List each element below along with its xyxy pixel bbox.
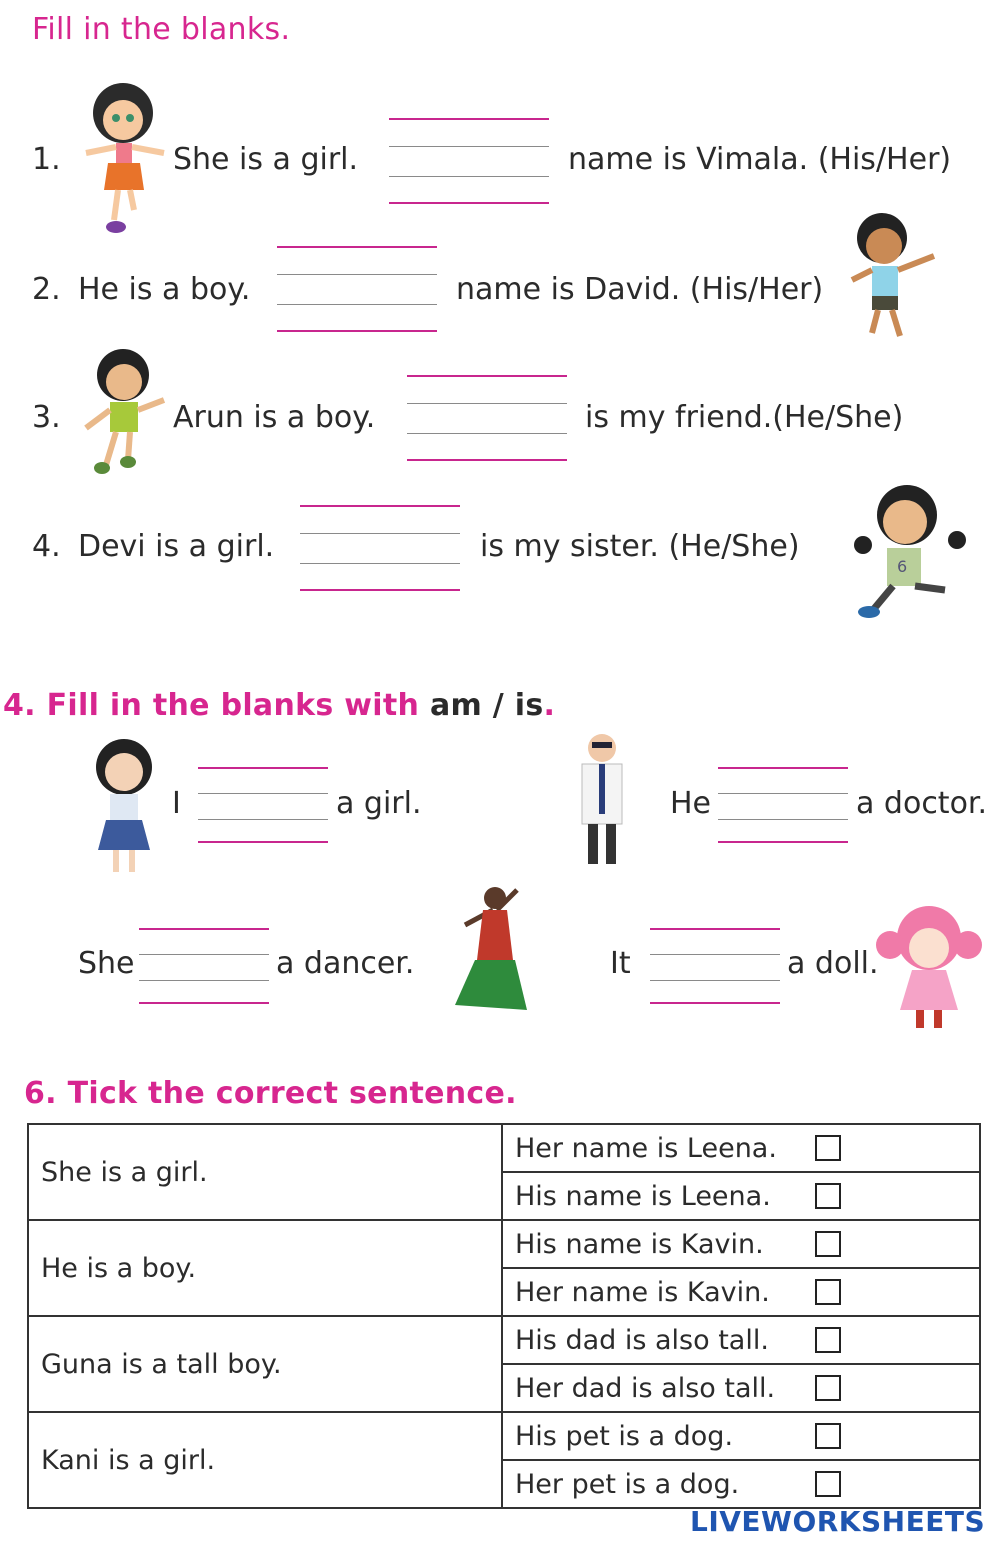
section-2-heading-suffix: .	[543, 688, 556, 723]
tick-option-label: Her name is Kavin.	[515, 1276, 770, 1308]
tick-checkbox[interactable]	[815, 1183, 841, 1209]
tick-question-3: Guna is a tall boy.	[28, 1316, 502, 1412]
section-2-heading-prefix: 4. Fill in the blanks with	[3, 688, 430, 723]
tick-question-4: Kani is a girl.	[28, 1412, 502, 1508]
tick-option-label: His dad is also tall.	[515, 1324, 769, 1356]
tick-checkbox[interactable]	[815, 1279, 841, 1305]
tick-option-label: Her pet is a dog.	[515, 1468, 740, 1500]
tick-checkbox[interactable]	[815, 1471, 841, 1497]
am-is-blank-3[interactable]	[139, 928, 269, 1004]
am-is-blank-2[interactable]	[718, 767, 848, 843]
am-is-input-3[interactable]	[139, 946, 269, 986]
answer-input-4[interactable]	[300, 527, 460, 567]
schoolgirl-illustration	[84, 732, 164, 882]
tick-question-2: He is a boy.	[28, 1220, 502, 1316]
section-2-heading	[3, 688, 555, 723]
am-is-blank-4[interactable]	[650, 928, 780, 1004]
table-row	[28, 1124, 980, 1172]
question-4-after: is my sister. (He/She)	[480, 529, 800, 564]
tick-option	[502, 1412, 980, 1460]
am-is-2-after: a doctor.	[856, 786, 988, 821]
doctor-illustration	[570, 730, 635, 872]
dancer-illustration	[445, 880, 535, 1030]
tick-option-label: His name is Kavin.	[515, 1228, 764, 1260]
section-3-heading: 6. Tick the correct sentence.	[24, 1076, 517, 1111]
tick-option	[502, 1364, 980, 1412]
question-1-after: name is Vimala. (His/Her)	[568, 142, 952, 177]
answer-blank-4[interactable]	[300, 505, 460, 589]
tick-table	[27, 1123, 981, 1509]
am-is-blank-1[interactable]	[198, 767, 328, 843]
table-row	[28, 1412, 980, 1460]
question-3-number: 3.	[32, 400, 61, 435]
answer-blank-1[interactable]	[389, 118, 549, 202]
tick-checkbox[interactable]	[815, 1375, 841, 1401]
tick-checkbox[interactable]	[815, 1423, 841, 1449]
table-row	[28, 1220, 980, 1268]
question-2-number: 2.	[32, 272, 61, 307]
svg-text:6: 6	[897, 557, 908, 576]
tick-checkbox[interactable]	[815, 1135, 841, 1161]
tick-checkbox[interactable]	[815, 1231, 841, 1257]
question-1-text: She is a girl.	[173, 142, 359, 177]
am-is-1-after: a girl.	[336, 786, 422, 821]
tick-option	[502, 1220, 980, 1268]
question-2-text: He is a boy.	[78, 272, 251, 307]
tick-option-label: His pet is a dog.	[515, 1420, 734, 1452]
am-is-1-subject: I	[172, 786, 181, 821]
boy-illustration	[842, 208, 942, 358]
question-4-text: Devi is a girl.	[78, 529, 275, 564]
am-is-2-subject: He	[670, 786, 712, 821]
answer-blank-3[interactable]	[407, 375, 567, 459]
doll-illustration	[872, 900, 987, 1035]
girl-illustration	[78, 75, 173, 240]
tick-option-label: His name is Leena.	[515, 1180, 771, 1212]
answer-input-3[interactable]	[407, 397, 567, 437]
section-2-heading-words: am / is	[429, 688, 544, 723]
question-3-after: is my friend.(He/She)	[585, 400, 904, 435]
boy-illustration	[78, 340, 173, 500]
tick-option	[502, 1172, 980, 1220]
answer-input-1[interactable]	[389, 140, 549, 180]
tick-option	[502, 1460, 980, 1508]
am-is-input-2[interactable]	[718, 785, 848, 825]
liveworksheets-logo	[690, 1505, 985, 1538]
answer-blank-2[interactable]	[277, 246, 437, 330]
section-1-heading: Fill in the blanks.	[32, 12, 291, 47]
am-is-input-1[interactable]	[198, 785, 328, 825]
am-is-3-after: a dancer.	[276, 946, 415, 981]
tick-question-1: She is a girl.	[28, 1124, 502, 1220]
question-3-text: Arun is a boy.	[173, 400, 376, 435]
tick-option	[502, 1124, 980, 1172]
am-is-4-subject: It	[610, 946, 631, 981]
question-2-after: name is David. (His/Her)	[456, 272, 824, 307]
question-1-number: 1.	[32, 142, 61, 177]
tick-option	[502, 1316, 980, 1364]
tick-checkbox[interactable]	[815, 1327, 841, 1353]
am-is-input-4[interactable]	[650, 946, 780, 986]
tick-option-label: Her name is Leena.	[515, 1132, 777, 1164]
am-is-4-after: a doll.	[787, 946, 879, 981]
tick-option-label: Her dad is also tall.	[515, 1372, 776, 1404]
question-4-number: 4.	[32, 529, 61, 564]
am-is-3-subject: She	[78, 946, 135, 981]
girl-illustration	[845, 470, 970, 625]
logo-text: LIVEWORKSHEETS	[690, 1505, 986, 1538]
tick-option	[502, 1268, 980, 1316]
answer-input-2[interactable]	[277, 268, 437, 308]
table-row	[28, 1316, 980, 1364]
